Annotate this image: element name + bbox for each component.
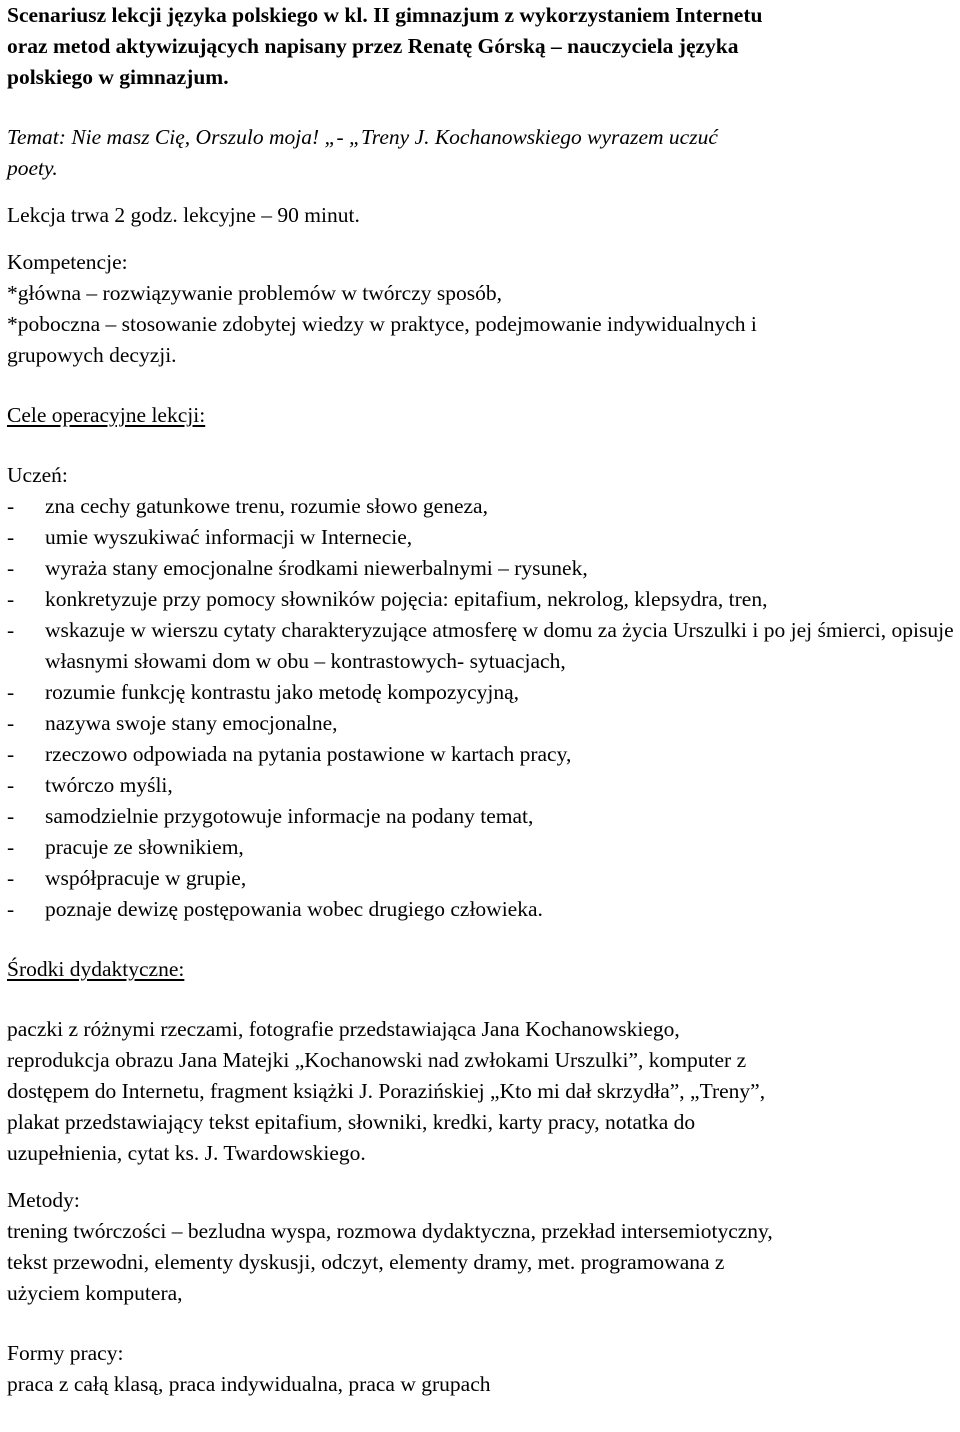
materials-line-4: plakat przedstawiający tekst epitafium, słowniki, kredki, karty pracy, notatka do xyxy=(7,1110,696,1134)
methods-line-2: tekst przewodni, elementy dyskusji, odczyt, elementy dramy, met. programowana z xyxy=(7,1250,725,1274)
dash-bullet: - xyxy=(7,587,15,611)
materials-section xyxy=(7,954,960,1169)
dash-bullet: - xyxy=(7,494,15,518)
dash-bullet: - xyxy=(7,742,15,766)
goal-item-text: zna cechy gatunkowe trenu, rozumie słowo geneza, xyxy=(45,494,488,518)
goal-item-text: samodzielnie przygotowuje informacje na podany temat, xyxy=(45,804,534,828)
dash-bullet: - xyxy=(7,897,15,921)
competence-main: *główna – rozwiązywanie problemów w twórczy sposób, xyxy=(7,281,502,305)
goal-item xyxy=(7,491,960,522)
goal-item-text: konkretyzuje przy pomocy słowników pojęcia: epitafium, nekrolog, klepsydra, tren, xyxy=(45,587,768,611)
methods-line-3: użyciem komputera, xyxy=(7,1281,183,1305)
goal-item xyxy=(7,584,960,615)
goal-item xyxy=(7,739,960,770)
goal-item-text: współpracuje w grupie, xyxy=(45,866,247,890)
goal-item-text: pracuje ze słownikiem, xyxy=(45,835,244,859)
goal-item-text: umie wyszukiwać informacji w Internecie, xyxy=(45,525,413,549)
goal-item-text: rzeczowo odpowiada na pytania postawione w kartach pracy, xyxy=(45,742,572,766)
dash-bullet: - xyxy=(7,866,15,890)
goal-item xyxy=(7,677,960,708)
dash-bullet: - xyxy=(7,835,15,859)
topic-label: Temat: xyxy=(7,125,66,149)
methods-section xyxy=(7,1185,960,1309)
methods-line-1: trening twórczości – bezludna wyspa, rozmowa dydaktyczna, przekład intersemiotyczny, xyxy=(7,1219,773,1243)
goal-item-text: twórczo myśli, xyxy=(45,773,173,797)
work-forms-section xyxy=(7,1338,960,1400)
competences-section xyxy=(7,247,960,371)
dash-bullet: - xyxy=(7,618,15,642)
goal-item-text: nazywa swoje stany emocjonalne, xyxy=(45,711,338,735)
dash-bullet: - xyxy=(7,804,15,828)
goal-item xyxy=(7,553,960,584)
topic-line-2: poety. xyxy=(7,156,58,180)
document-title xyxy=(7,0,960,93)
dash-bullet: - xyxy=(7,773,15,797)
goal-item-text: poznaje dewizę postępowania wobec drugiego człowieka. xyxy=(45,897,543,921)
goal-item xyxy=(7,522,960,553)
work-forms-text: praca z całą klasą, praca indywidualna, praca w grupach xyxy=(7,1372,491,1396)
materials-line-1: paczki z różnymi rzeczami, fotografie przedstawiająca Jana Kochanowskiego, xyxy=(7,1017,680,1041)
competence-side-line-2: grupowych decyzji. xyxy=(7,343,177,367)
title-line-3: polskiego w gimnazjum. xyxy=(7,65,229,89)
goal-item-text: wyraża stany emocjonalne środkami niewerbalnymi – rysunek, xyxy=(45,556,588,580)
goal-item xyxy=(7,770,960,801)
goal-item xyxy=(7,615,960,677)
competence-side-line-1: *poboczna – stosowanie zdobytej wiedzy w praktyce, podejmowanie indywidualnych i xyxy=(7,312,757,336)
topic-line-1: Nie masz Cię, Orszulo moja! „- „Treny J. Kochanowskiego wyrazem uczuć xyxy=(65,125,718,149)
materials-line-3: dostępem do Internetu, fragment książki J. Porazińskiej „Kto mi dał skrzydła”, „Treny”, xyxy=(7,1079,766,1103)
work-forms-heading: Formy pracy: xyxy=(7,1341,124,1365)
methods-heading: Metody: xyxy=(7,1188,80,1212)
goal-item-text: rozumie funkcję kontrastu jako metodę kompozycyjną, xyxy=(45,680,520,704)
competences-heading: Kompetencje: xyxy=(7,250,128,274)
goal-item xyxy=(7,832,960,863)
materials-line-2: reprodukcja obrazu Jana Matejki „Kochanowski nad zwłokami Urszulki”, komputer z xyxy=(7,1048,747,1072)
goals-list xyxy=(7,491,960,925)
goal-item xyxy=(7,708,960,739)
student-label: Uczeń: xyxy=(7,463,68,487)
dash-bullet: - xyxy=(7,711,15,735)
goal-item xyxy=(7,863,960,894)
goal-item xyxy=(7,894,960,925)
lesson-topic xyxy=(7,122,960,184)
goals-heading: Cele operacyjne lekcji: xyxy=(7,403,206,427)
dash-bullet: - xyxy=(7,680,15,704)
title-line-2: oraz metod aktywizujących napisany przez Renatę Górską – nauczyciela języka xyxy=(7,34,739,58)
goal-item xyxy=(7,801,960,832)
title-line-1: Scenariusz lekcji języka polskiego w kl. II gimnazjum z wykorzystaniem Internetu xyxy=(7,3,763,27)
dash-bullet: - xyxy=(7,525,15,549)
materials-line-5: uzupełnienia, cytat ks. J. Twardowskiego. xyxy=(7,1141,366,1165)
goals-section xyxy=(7,400,960,925)
goal-item-text: wskazuje w wierszu cytaty charakteryzujące atmosferę w domu za życia Urszulki i po jej śmierci, opisuje własnymi słowami dom w obu – kontrastowych- sytuacjach, xyxy=(45,618,954,673)
lesson-duration: Lekcja trwa 2 godz. lekcyjne – 90 minut. xyxy=(7,203,360,227)
materials-heading: Środki dydaktyczne: xyxy=(7,957,185,981)
dash-bullet: - xyxy=(7,556,15,580)
